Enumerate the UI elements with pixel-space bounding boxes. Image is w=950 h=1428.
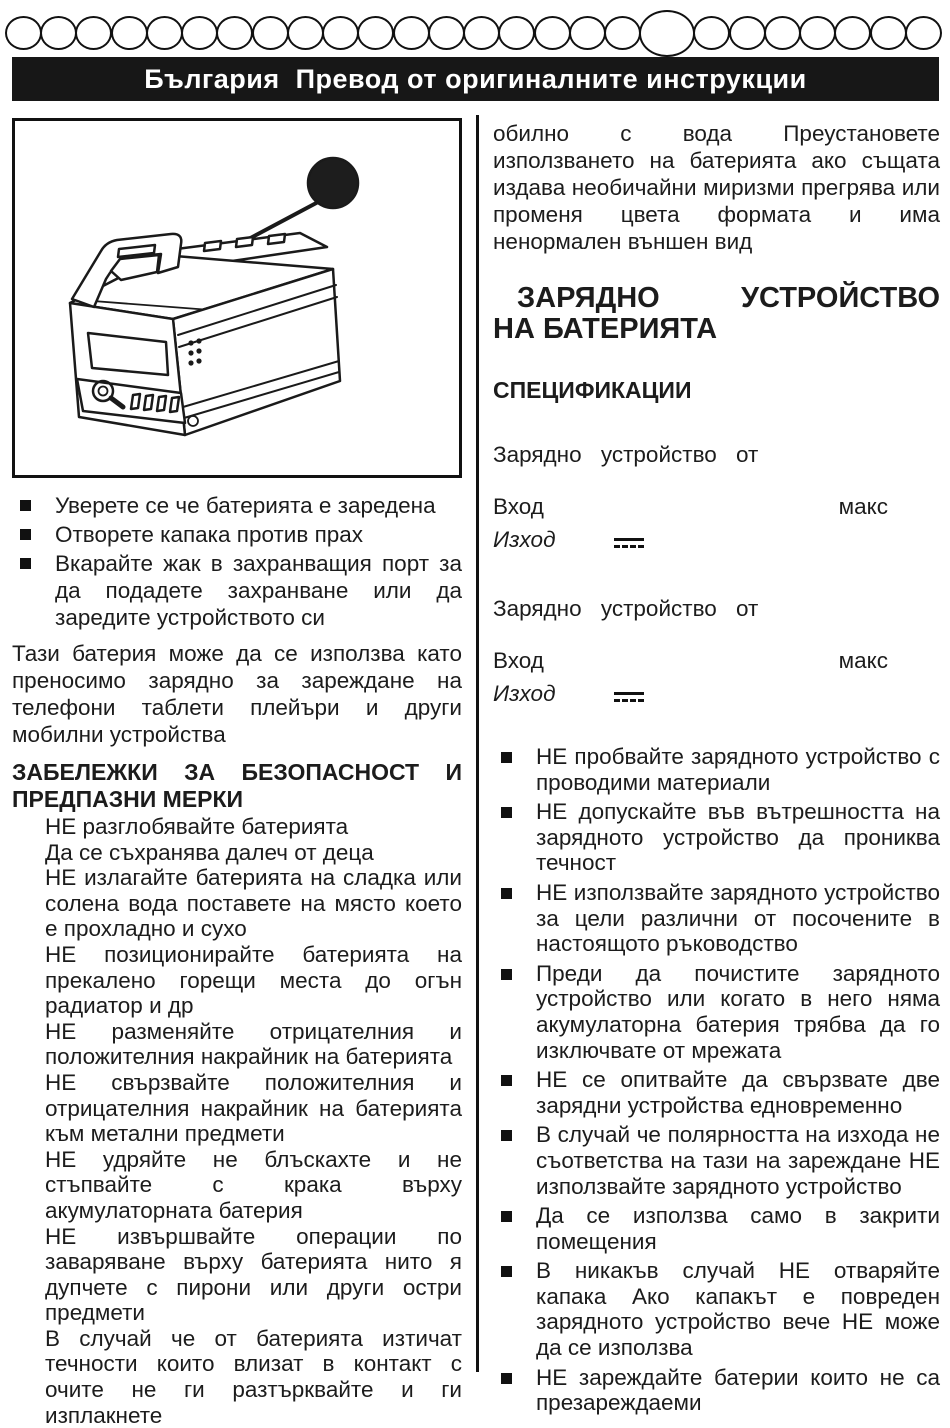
left-column: [12, 118, 462, 1428]
binding-hole-icon: [639, 10, 695, 57]
right-column: [493, 118, 940, 1420]
column-divider: [476, 115, 479, 1372]
input-label: Вход: [493, 494, 544, 519]
intro-paragraph: Тази батерия може да се използва като преносимо зарядно за зареждане на телефони таблети плейъри и други мобилни устройства: [12, 641, 462, 747]
charger-safety-list: [493, 744, 940, 1416]
binding-hole-icon: [693, 16, 730, 50]
binding-hole-icon: [287, 16, 324, 50]
list-item-text: НЕ използвайте зарядното устройство за цели различни от посочените в настоящото ръководство: [536, 879, 940, 957]
binding-hole-icon: [870, 16, 907, 50]
spec-group-intro: Зарядно устройство от: [493, 596, 759, 621]
list-item-text: Уверете се че батерията е заредена: [55, 493, 436, 518]
page-title: България Превод от оригиналните инструкции: [144, 63, 807, 94]
output-label: Изход: [493, 527, 556, 552]
callout-dot-icon: [308, 158, 358, 208]
list-item: [12, 492, 462, 519]
list-item-text: НЕ допускайте във вътрешността на зарядното устройство да прониква течност: [536, 799, 940, 876]
list-item-text: НЕ пробвайте зарядното устройство с проводими материали: [536, 744, 940, 795]
list-item: [493, 1122, 940, 1199]
square-bullet-icon: [501, 888, 512, 899]
square-bullet-icon: [501, 1130, 512, 1141]
list-item: [493, 1258, 940, 1360]
list-item: [493, 880, 940, 957]
list-item-text: Отворете капака против прах: [55, 522, 364, 547]
continued-paragraph: обилно с вода Преустановете използването на батерията ако същата издава необичайни миризми прегрява или променя цвета формата и има ненормален външен вид: [493, 121, 940, 254]
binding-hole-icon: [534, 16, 571, 50]
safety-item: НЕ извършвайте операции по заваряване върху батерията нито я дупчете с пирони или други остри предмети: [45, 1223, 462, 1326]
list-item-text: В никакъв случай НЕ отваряйте капака Ако капакът е повреден зарядното устройство вече НЕ може да се използва: [536, 1258, 940, 1361]
page-header: [12, 57, 939, 101]
dc-current-icon: [614, 538, 644, 548]
spec-group-intro: Зарядно устройство от: [493, 442, 759, 467]
square-bullet-icon: [501, 969, 512, 980]
binding-hole-icon: [428, 16, 465, 50]
spec-output-row: [493, 526, 940, 553]
binding-hole-icon: [764, 16, 801, 50]
safety-item: НЕ позиционирайте батерията на прекалено горещи места до огън радиатор и др: [45, 941, 462, 1019]
safety-item: НЕ свързвайте положителния и отрицателния накрайник на батерията към метални предмети: [45, 1069, 462, 1147]
binding-hole-icon: [40, 16, 77, 50]
charger-title-line1: ЗАРЯДНО УСТРОЙСТВО: [517, 282, 940, 314]
list-item: [493, 799, 940, 876]
safety-item: НЕ излагайте батерията на сладка или солена вода поставете на място което е прохладно и сухо: [45, 865, 462, 942]
safety-item: НЕ удряйте не блъскахте и не стъпвайте с крака върху акумулаторната батерия: [45, 1146, 462, 1223]
spiral-binding: [8, 10, 942, 56]
binding-hole-icon: [5, 16, 42, 50]
battery-steps-list: [12, 492, 462, 631]
binding-hole-icon: [604, 16, 641, 50]
square-bullet-icon: [501, 1211, 512, 1222]
safety-item: НЕ разглобявайте батерията: [45, 814, 349, 839]
square-bullet-icon: [501, 1075, 512, 1086]
binding-hole-icon: [498, 16, 535, 50]
output-label: Изход: [493, 681, 556, 706]
list-item: [12, 550, 462, 631]
specs-heading: СПЕЦИФИКАЦИИ: [493, 377, 692, 403]
charger-title-line2: НА БАТЕРИЯТА: [493, 313, 718, 345]
binding-hole-icon: [569, 16, 606, 50]
list-item-text: Да се използва само в закрити помещения: [536, 1203, 940, 1254]
list-item: [12, 521, 462, 548]
list-item-text: В случай че полярността на изхода не съответства на тази на зареждане НЕ използвайте зарядното устройство: [536, 1122, 940, 1199]
list-item-text: НЕ зареждайте батерии които не са презареждаеми: [536, 1364, 940, 1416]
square-bullet-icon: [501, 1266, 512, 1277]
safety-items: [12, 814, 462, 1428]
safety-item: В случай че от батерията изтичат течности които влизат в контакт с очите не ги разтърквайте и ги изплакнете: [45, 1325, 462, 1428]
binding-hole-icon: [729, 16, 766, 50]
input-max-label: макс: [838, 494, 888, 519]
square-bullet-icon: [501, 807, 512, 818]
list-item: [493, 1203, 940, 1254]
binding-hole-icon: [463, 16, 500, 50]
list-item: [493, 1365, 940, 1416]
binding-hole-icon: [75, 16, 112, 50]
square-bullet-icon: [501, 1373, 512, 1384]
list-item-text: Вкарайте жак в захранващия порт за да подадете захранване или да заредите устройството си: [55, 551, 462, 630]
binding-hole-icon: [252, 16, 289, 50]
binding-hole-icon: [393, 16, 430, 50]
spec-output-row: [493, 680, 940, 707]
list-item-text: НЕ се опитвайте да свързвате две зарядни устройства едновременно: [536, 1067, 940, 1118]
list-item: [493, 961, 940, 1063]
square-bullet-icon: [20, 500, 31, 511]
binding-hole-icon: [799, 16, 836, 50]
square-bullet-icon: [501, 752, 512, 763]
safety-section-heading: ЗАБЕЛЕЖКИ ЗА БЕЗОПАСНОСТ И ПРЕДПАЗНИ МЕРКИ: [12, 759, 462, 812]
list-item: [493, 1067, 940, 1118]
spec-input-row: [493, 493, 940, 520]
list-item: [493, 744, 940, 795]
binding-hole-icon: [146, 16, 183, 50]
list-item-text: Преди да почистите зарядното устройство или когато в него няма акумулаторна батерия трябва да го изключвате от мрежата: [536, 960, 940, 1063]
binding-hole-icon: [111, 16, 148, 50]
input-max-label: макс: [838, 648, 888, 673]
safety-item: Да се съхранява далеч от деца: [45, 839, 374, 865]
safety-item: НЕ разменяйте отрицателния и положителния накрайник на батерията: [45, 1018, 462, 1070]
input-label: Вход: [493, 648, 544, 673]
binding-hole-icon: [905, 16, 942, 50]
binding-hole-icon: [216, 16, 253, 50]
charger-section-title: [493, 283, 940, 345]
binding-hole-icon: [322, 16, 359, 50]
square-bullet-icon: [20, 558, 31, 569]
binding-hole-icon: [834, 16, 871, 50]
square-bullet-icon: [20, 529, 31, 540]
dc-current-icon: [614, 692, 644, 702]
binding-hole-icon: [357, 16, 394, 50]
binding-hole-icon: [181, 16, 218, 50]
spec-input-row: [493, 647, 940, 674]
battery-illustration: [15, 121, 459, 475]
battery-figure: [12, 118, 462, 478]
